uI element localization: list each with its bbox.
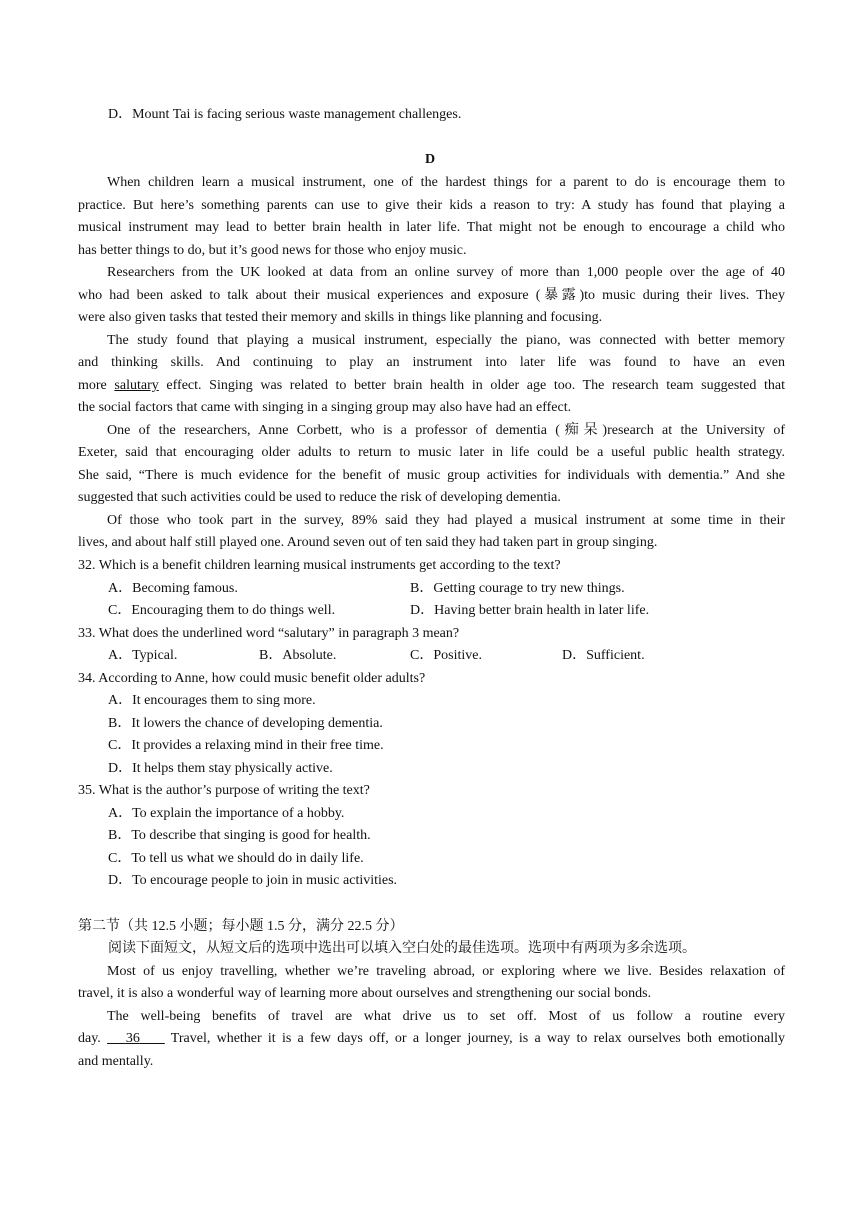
option-c: C．Positive. <box>410 648 482 663</box>
passage-line: lives, and about half still played one. Around seven out of ten said they had taken part in group singing. <box>78 535 658 550</box>
option-d: D．Having better brain health in later life. <box>410 603 650 618</box>
blank-number: 36 <box>125 1031 140 1046</box>
question-stem: 34. According to Anne, how could music benefit older adults? <box>78 671 426 686</box>
passage-line: who had been asked to talk about their musical experiences and exposure (暴露)to music during their lives. They <box>78 288 785 303</box>
option-d: D．It helps them stay physically active. <box>108 761 333 776</box>
passage-line: were also given tasks that tested their memory and skills in things like planning and focusing. <box>78 310 603 325</box>
passage-text: effect. Singing was related to better brain health in older age too. The research team suggested that <box>166 378 786 393</box>
passage-line: Researchers from the UK looked at data from an online survey of more than 1,000 people over the age of 40 <box>107 265 785 280</box>
option-c: C．Encouraging them to do things well. <box>108 603 336 618</box>
passage-line <box>78 1028 785 1051</box>
part-heading: 第二节（共 12.5 小题；每小题 1.5 分，满分 22.5 分） <box>78 919 404 934</box>
option-b: B．Getting courage to try new things. <box>410 581 625 596</box>
option-d: D．Sufficient. <box>562 648 645 663</box>
passage-line: Of those who took part in the survey, 89% said they had played a musical instrument at some time in their <box>107 513 785 528</box>
previous-question-option-d: D．Mount Tai is facing serious waste management challenges. <box>108 107 462 122</box>
passage-line: suggested that such activities could be used to reduce the risk of developing dementia. <box>78 490 561 505</box>
question-stem: 32. Which is a benefit children learning musical instruments get according to the text? <box>78 558 561 573</box>
passage-line: practice. But here’s something parents can use to give their kids a reason to try: A study has found that playing a <box>78 198 785 213</box>
blank-36 <box>107 1031 165 1046</box>
option-a: A．Becoming famous. <box>108 581 238 596</box>
question-stem: 33. What does the underlined word “salutary” in paragraph 3 mean? <box>78 626 460 641</box>
passage-line: and mentally. <box>78 1054 154 1069</box>
passage-line: the social factors that came with singing in a singing group may also have had an effect. <box>78 400 572 415</box>
passage-text: Travel, whether it is a few days off, or a longer journey, is a way to relax ourselves both emotionally <box>170 1031 786 1046</box>
passage-line: The well-being benefits of travel are what drive us to set off. Most of us follow a routine every <box>107 1009 785 1024</box>
passage-line: and thinking skills. And continuing to play an instrument into later life was found to have an even <box>78 355 785 370</box>
passage-line: Most of us enjoy travelling, whether we’re traveling abroad, or exploring where we live. Besides relaxation of <box>107 964 785 979</box>
passage-line: Exeter, said that encouraging older adults to return to music later in life could be a useful public health strategy. <box>78 445 785 460</box>
passage-line: When children learn a musical instrument, one of the hardest things for a parent to do is encourage them to <box>107 175 785 190</box>
passage-line: She said, “There is much evidence for the benefit of music group activities for individuals with dementia.” And she <box>78 468 785 483</box>
option-a: A．To explain the importance of a hobby. <box>108 806 345 821</box>
passage-line <box>78 375 785 398</box>
option-c: C．It provides a relaxing mind in their free time. <box>108 738 384 753</box>
option-b: B．It lowers the chance of developing dementia. <box>108 716 383 731</box>
passage-text: day. <box>78 1031 101 1046</box>
passage-line: The study found that playing a musical instrument, especially the piano, was connected with better memory <box>107 333 785 348</box>
passage-line: musical instrument may lead to better brain health in later life. That might not be enough to encourage a child who <box>78 220 785 235</box>
section-title: D <box>424 152 436 167</box>
passage-line: travel, it is also a wonderful way of learning more about ourselves and strengthening our social bonds. <box>78 986 652 1001</box>
option-a: A．It encourages them to sing more. <box>108 693 316 708</box>
option-a: A．Typical. <box>108 648 178 663</box>
option-b: B．To describe that singing is good for health. <box>108 828 371 843</box>
question-stem: 35. What is the author’s purpose of writing the text? <box>78 783 370 798</box>
passage-line: has better things to do, but it’s good news for those who enjoy music. <box>78 243 467 258</box>
passage-text: more <box>78 378 107 393</box>
option-c: C．To tell us what we should do in daily life. <box>108 851 364 866</box>
part-instruction: 阅读下面短文，从短文后的选项中选出可以填入空白处的最佳选项。选项中有两项为多余选项。 <box>108 941 696 956</box>
passage-line: One of the researchers, Anne Corbett, who is a professor of dementia (痴呆)research at the University of <box>107 423 785 438</box>
option-d: D．To encourage people to join in music activities. <box>108 873 398 888</box>
option-b: B．Absolute. <box>259 648 337 663</box>
underlined-word-salutary: salutary <box>114 378 159 393</box>
